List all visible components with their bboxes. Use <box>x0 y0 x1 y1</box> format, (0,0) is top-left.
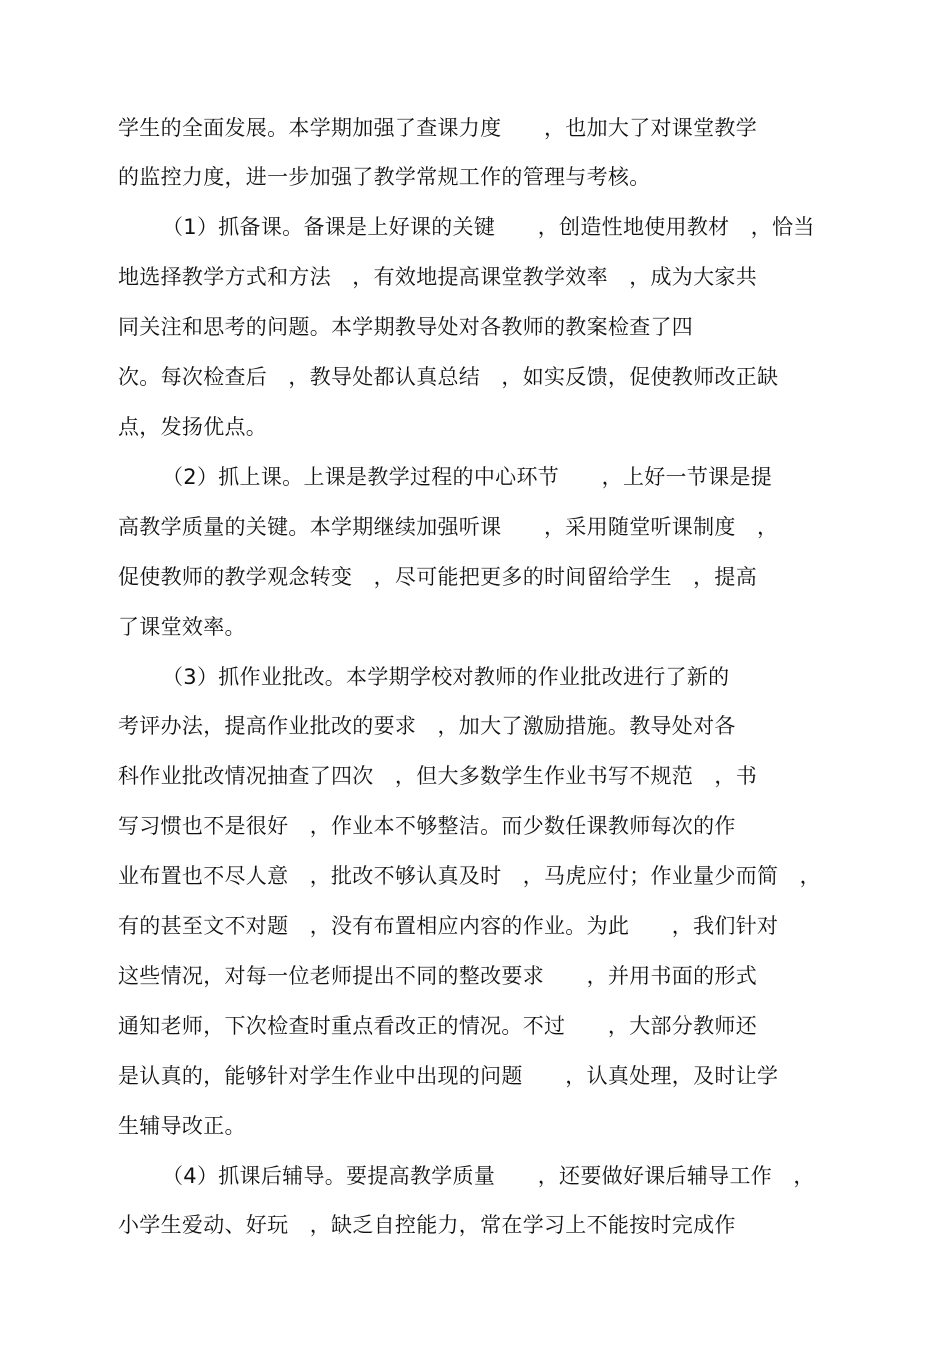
text-line-12: （3）抓作业批改。本学期学校对教师的作业批改进行了新的 <box>162 665 730 689</box>
text-line-19: 通知老师，下次检查时重点看改正的情况。不过 ，大部分教师还 <box>118 1014 757 1038</box>
text-line-23: 小学生爱动、好玩 ，缺乏自控能力，常在学习上不能按时完成作 <box>118 1213 736 1237</box>
text-line-13: 考评办法，提高作业批改的要求 ，加大了激励措施。教导处对各 <box>118 714 736 738</box>
text-line-3: （1）抓备课。备课是上好课的关键 ，创造性地使用教材 ，恰当 <box>162 215 815 239</box>
text-line-10: 促使教师的教学观念转变 ，尽可能把更多的时间留给学生 ，提高 <box>118 565 757 589</box>
text-line-8: （2）抓上课。上课是教学过程的中心环节 ，上好一节课是提 <box>162 465 773 489</box>
text-line-18: 这些情况，对每一位老师提出不同的整改要求 ，并用书面的形式 <box>118 964 757 988</box>
text-line-17: 有的甚至文不对题 ，没有布置相应内容的作业。为此 ，我们针对 <box>118 914 779 938</box>
text-line-16: 业布置也不尽人意 ，批改不够认真及时 ，马虎应付；作业量少而简 ， <box>118 864 821 888</box>
text-line-7: 点，发扬优点。 <box>118 415 268 439</box>
text-line-14: 科作业批改情况抽查了四次 ，但大多数学生作业书写不规范 ，书 <box>118 764 757 788</box>
text-line-4: 地选择教学方式和方法 ，有效地提高课堂教学效率 ，成为大家共 <box>118 265 757 289</box>
text-line-20: 是认真的，能够针对学生作业中出现的问题 ，认真处理，及时让学 <box>118 1064 779 1088</box>
text-line-9: 高教学质量的关键。本学期继续加强听课 ，采用随堂听课制度 ， <box>118 515 779 539</box>
text-line-15: 写习惯也不是很好 ，作业本不够整洁。而少数任课教师每次的作 <box>118 814 736 838</box>
text-line-2: 的监控力度，进一步加强了教学常规工作的管理与考核。 <box>118 165 651 189</box>
text-line-21: 生辅导改正。 <box>118 1114 246 1138</box>
text-line-6: 次。每次检查后 ，教导处都认真总结 ，如实反馈，促使教师改正缺 <box>118 365 779 389</box>
text-line-22: （4）抓课后辅导。要提高教学质量 ，还要做好课后辅导工作 ， <box>162 1164 815 1188</box>
text-line-5: 同关注和思考的问题。本学期教导处对各教师的教案检查了四 <box>118 315 694 339</box>
text-line-1: 学生的全面发展。本学期加强了查课力度 ，也加大了对课堂教学 <box>118 116 757 140</box>
text-line-11: 了课堂效率。 <box>118 615 246 639</box>
